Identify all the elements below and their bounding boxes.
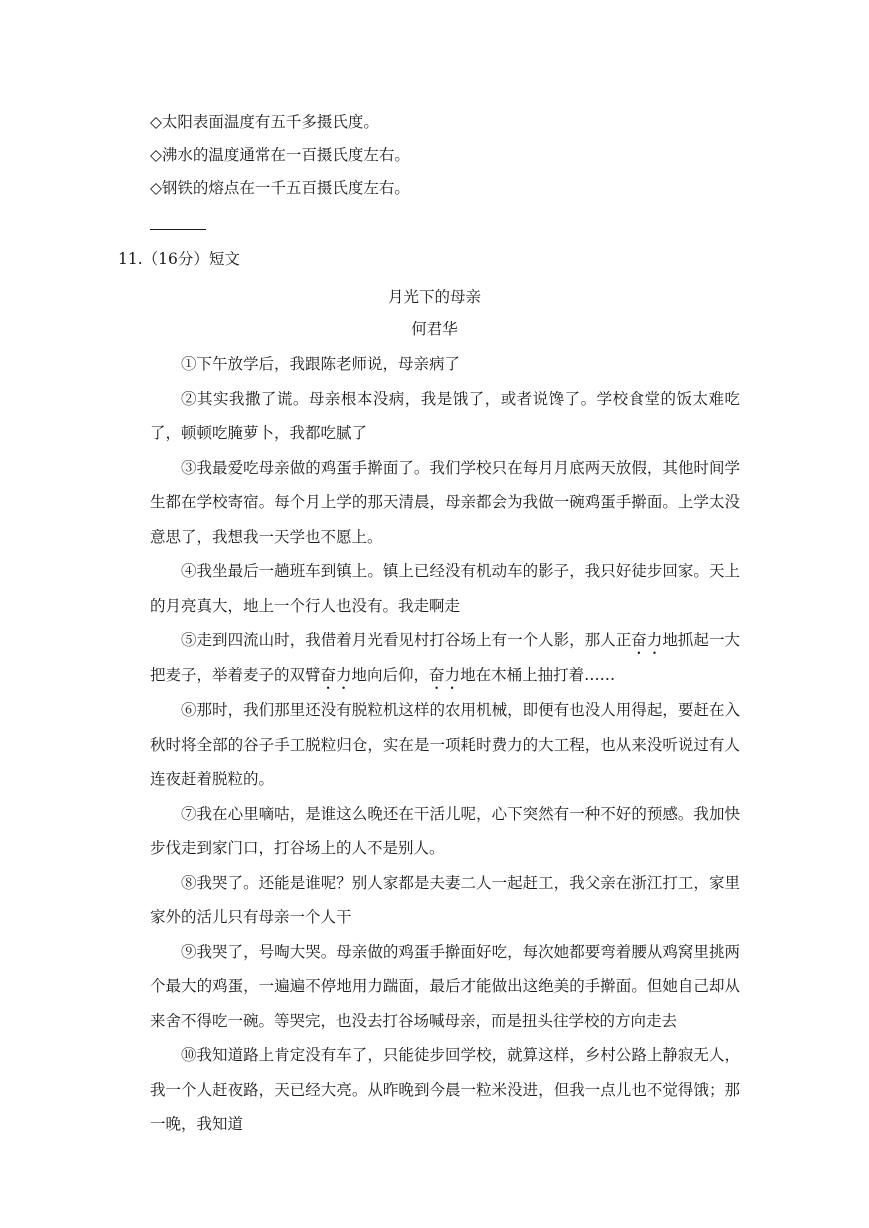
- paragraph-9: ⑨我哭了，号啕大哭。母亲做的鸡蛋手擀面好吃，每次她都要弯着腰从鸡窝里挑两个最大的鸡蛋，一遍遍不停地用力踹面，最后才能做出这绝美的手擀面。但她自己却从来舍不得吃一碗。等哭完，也没去打谷场喊母亲，而是扭头往学校的方向走去: [150, 942, 740, 1030]
- fact-item-boiling-water: ◇沸水的温度通常在一百摄氏度左右。: [150, 146, 410, 164]
- paragraph-4: ④我坐最后一趟班车到镇上。镇上已经没有机动车的影子，我只好徒步回家。天上的月亮真大，地上一个行人也没有。我走啊走: [150, 562, 740, 615]
- paragraph-2: ②其实我撒了谎。母亲根本没病，我是饿了，或者说馋了。学校食堂的饭太难吃了，顿顿吃腌萝卜，我都吃腻了: [150, 389, 740, 442]
- essay-body: [150, 347, 740, 1142]
- fact-list: [150, 110, 750, 209]
- paragraph-6: ⑥那时，我们那里还没有脱粒机这样的农用机械，即便有也没人用得起，要赶在入秋时将全部的谷子手工脱粒归仓，实在是一项耗时费力的大工程，也从来没听说过有人连夜赶着脱粒的。: [150, 701, 740, 788]
- fact-item-sun: ◇太阳表面温度有五千多摄氏度。: [150, 113, 379, 131]
- p5-text-c: 地抓起一大把麦子，举着麦子的双臂: [150, 631, 740, 684]
- question-number: 11.: [118, 250, 143, 268]
- emphasized-word-2: 奋力: [320, 666, 352, 684]
- emphasized-word-1: 奋力: [631, 631, 663, 649]
- paragraph-8: ⑧我哭了。还能是谁呢？别人家都是夫妻二人一起赶工，我父亲在浙江打工，家里家外的活儿只有母亲一个人干: [150, 873, 740, 926]
- question-score: （16分）: [142, 250, 209, 268]
- paragraph-5: [150, 623, 740, 693]
- paragraph-1: ①下午放学后，我跟陈老师说，母亲病了: [181, 355, 461, 373]
- answer-blank-line: [150, 229, 206, 230]
- fact-item-steel: ◇钢铁的熔点在一千五百摄氏度左右。: [150, 179, 410, 197]
- paragraph-10: ⑩我知道路上肯定没有车了，只能徒步回学校，就算这样，乡村公路上静寂无人，我一个人赶夜路，天已经大亮。从昨晚到今晨一粒米没进，但我一点儿也不觉得饿；那一晚，我知道: [150, 1046, 740, 1133]
- p5-text-e: 地向后仰，: [351, 666, 430, 684]
- paragraph-3: ③我最爱吃母亲做的鸡蛋手擀面了。我们学校只在每月月底两天放假，其他时间学生都在学校寄宿。每个月上学的那天清晨，母亲都会为我做一碗鸡蛋手擀面。上学太没意思了，我想我一天学也不愿上。: [150, 458, 740, 546]
- question-heading: [118, 248, 240, 270]
- emphasized-word-3: 奋力: [429, 666, 461, 684]
- p5-text-g: 地在木桶上抽打着……: [460, 666, 616, 684]
- question-type: 短文: [208, 250, 240, 268]
- p5-text-a: ⑤走到四流山时，我借着月光看见村打谷场上有一个人影，那人正: [181, 631, 632, 649]
- paragraph-7: ⑦我在心里嘀咕，是谁这么晚还在干活儿呢，心下突然有一种不好的预感。我加快步伐走到家门口，打谷场上的人不是别人。: [150, 804, 740, 857]
- essay-title: 月光下的母亲: [387, 288, 481, 306]
- essay-author: 何君华: [411, 320, 458, 338]
